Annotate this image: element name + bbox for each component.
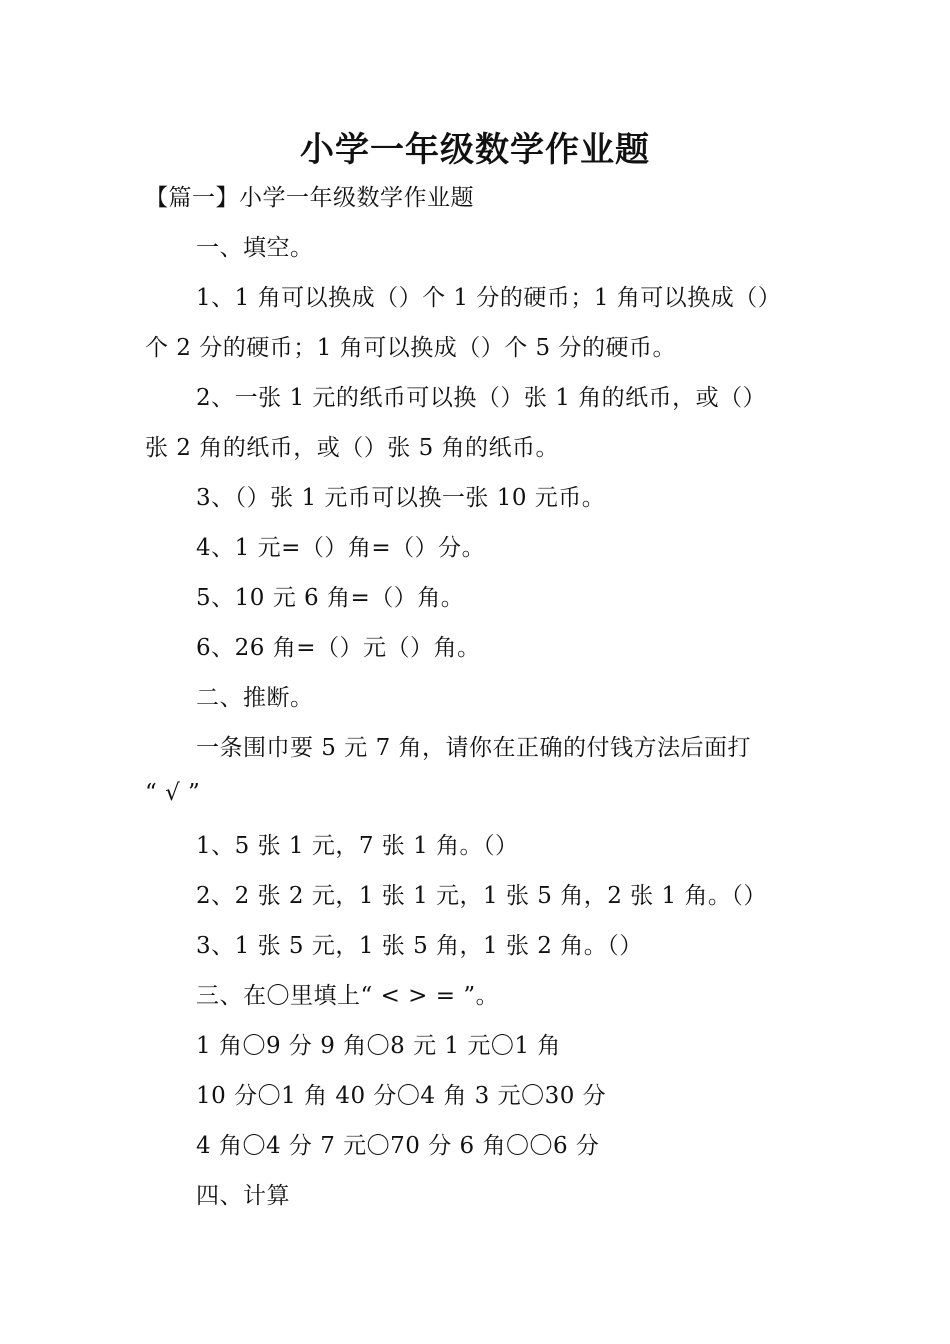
compare-line: 4 角〇4 分 7 元〇70 分 6 角〇〇6 分 bbox=[196, 1133, 600, 1159]
question-line: 3、（）张 1 元币可以换一张 10 元币。 bbox=[196, 485, 606, 511]
question-line: 2、2 张 2 元，1 张 1 元，1 张 5 角，2 张 1 角。（） bbox=[196, 883, 767, 909]
question-line: 2、一张 1 元的纸币可以换（）张 1 角的纸币，或（） bbox=[196, 385, 767, 411]
question-line: 6、26 角=（）元（）角。 bbox=[196, 635, 481, 661]
question-line: 一条围巾要 5 元 7 角，请你在正确的付钱方法后面打 bbox=[196, 735, 752, 761]
part-heading-compare: 三、在〇里填上“ < > = ”。 bbox=[196, 983, 500, 1009]
page-title: 小学一年级数学作业题 bbox=[300, 130, 650, 170]
question-line: 4、1 元=（）角=（）分。 bbox=[196, 535, 486, 561]
part-heading-calculate: 四、计算 bbox=[196, 1183, 290, 1209]
question-line: 张 2 角的纸币，或（）张 5 角的纸币。 bbox=[145, 435, 560, 461]
compare-line: 10 分〇1 角 40 分〇4 角 3 元〇30 分 bbox=[196, 1083, 607, 1109]
part-heading-fill-blank: 一、填空。 bbox=[196, 235, 314, 261]
question-line: 个 2 分的硬币；1 角可以换成（）个 5 分的硬币。 bbox=[145, 335, 676, 361]
check-mark-line: “ √ ” bbox=[145, 780, 201, 806]
section-heading: 【篇一】小学一年级数学作业题 bbox=[145, 185, 474, 211]
question-line: 3、1 张 5 元，1 张 5 角，1 张 2 角。（） bbox=[196, 933, 643, 959]
part-heading-judge: 二、推断。 bbox=[196, 685, 314, 711]
question-line: 5、10 元 6 角=（）角。 bbox=[196, 585, 465, 611]
compare-line: 1 角〇9 分 9 角〇8 元 1 元〇1 角 bbox=[196, 1033, 561, 1059]
question-line: 1、1 角可以换成（）个 1 分的硬币；1 角可以换成（） bbox=[196, 285, 782, 311]
question-line: 1、5 张 1 元，7 张 1 角。（） bbox=[196, 833, 519, 859]
